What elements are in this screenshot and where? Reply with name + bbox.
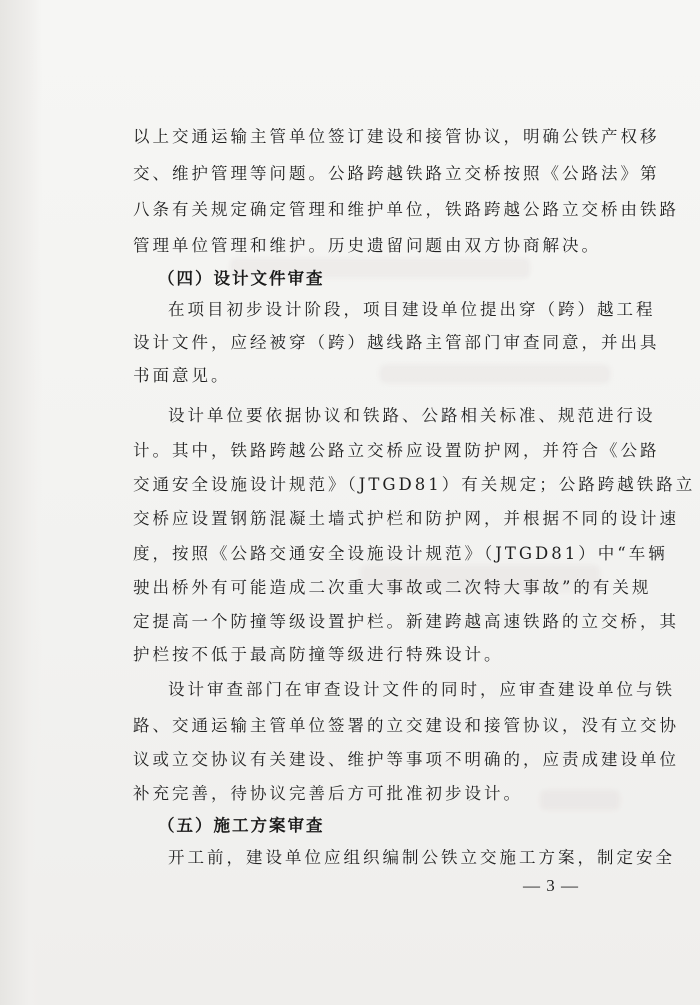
text-line: 设计单位要依据协议和铁路、公路相关标准、规范进行设 [168,406,656,425]
page-number: — 3 — [523,876,579,895]
text-line: 驶出桥外有可能造成二次重大事故或二次特大事故”的有关规 [133,578,652,597]
text-line: 交、维护管理等问题。公路跨越铁路立交桥按照《公路法》第 [133,164,660,183]
text-line: 书面意见。 [133,366,231,385]
text-line: 设计文件，应经被穿（跨）越线路主管部门审查同意，并出具 [133,333,660,352]
text-line: 八条有关规定确定管理和维护单位，铁路跨越公路立交桥由铁路 [133,200,679,219]
text-line: 定提高一个防撞等级设置护栏。新建跨越高速铁路的立交桥，其 [133,612,679,631]
text-line: 以上交通运输主管单位签订建设和接管协议，明确公铁产权移 [133,127,660,146]
text-line: 设计审查部门在审查设计文件的同时，应审查建设单位与铁 [168,680,675,699]
text-line: 补充完善，待协议完善后方可批准初步设计。 [133,784,523,803]
text-line: 管理单位管理和维护。历史遗留问题由双方协商解决。 [133,236,601,255]
section-heading: （四）设计文件审查 [158,269,325,288]
text-line: 交通安全设施设计规范》（JTGD81）有关规定；公路跨越铁路立 [133,475,696,494]
text-line: 度，按照《公路交通安全设施设计规范》（JTGD81）中“车辆 [133,544,668,563]
section-heading: （五）施工方案审查 [158,816,325,835]
text-line: 路、交通运输主管单位签署的立交建设和接管协议，没有立交协 [133,716,679,735]
text-line: 在项目初步设计阶段，项目建设单位提出穿（跨）越工程 [168,300,656,319]
text-line: 计。其中，铁路跨越公路立交桥应设置防护网，并符合《公路 [133,441,660,460]
text-line: 议或立交协议有关建设、维护等事项不明确的，应责成建设单位 [133,750,679,769]
text-line: 开工前，建设单位应组织编制公铁立交施工方案，制定安全 [168,848,675,867]
text-line: 交桥应设置钢筋混凝土墙式护栏和防护网，并根据不同的设计速 [133,509,679,528]
text-line: 护栏按不低于最高防撞等级进行特殊设计。 [133,645,504,664]
